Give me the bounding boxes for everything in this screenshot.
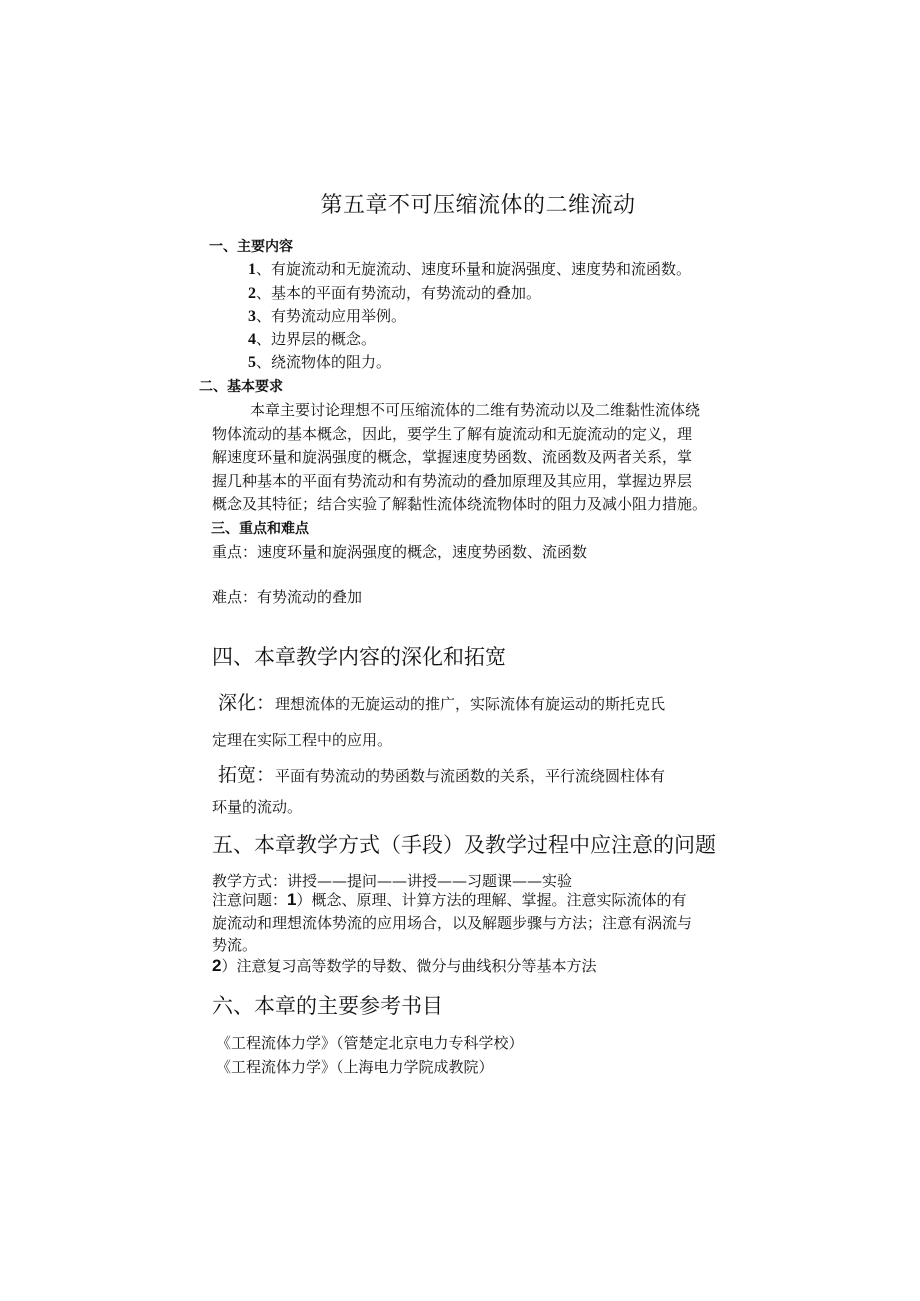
difficult-point-text: 难点：有势流动的叠加 — [212, 588, 363, 606]
section-heading-teaching-method: 五、本章教学方式（手段）及教学过程中应注意的问题 — [212, 833, 716, 857]
deepen-line — [218, 688, 665, 715]
section-heading-deepening: 四、本章教学内容的深化和拓宽 — [212, 645, 506, 669]
list-item — [248, 282, 541, 303]
item-text: 、绕流物体的阻力。 — [256, 353, 392, 371]
list-item — [248, 328, 376, 349]
deepen-label: 深化： — [218, 692, 276, 714]
section-heading-key-points: 三、重点和难点 — [211, 521, 309, 537]
list-item — [248, 351, 391, 372]
broaden-text-continued: 环量的流动。 — [212, 798, 303, 816]
item-number: 2 — [248, 285, 256, 302]
item-number: 5 — [248, 354, 256, 371]
broaden-line — [218, 760, 665, 787]
paragraph-line: 概念及其特征；结合实验了解黏性流体绕流物体时的阻力及减小阻力措施。 — [212, 495, 708, 513]
item-number: 4 — [248, 331, 256, 348]
section-heading-references: 六、本章的主要参考书目 — [212, 994, 443, 1018]
paragraph-line: 握几种基本的平面有势流动和有势流动的叠加原理及其应用，掌握边界层 — [212, 472, 693, 490]
note-line-2 — [212, 955, 596, 976]
teaching-method-text: 教学方式：讲授——提问——讲授——习题课——实验 — [212, 872, 573, 890]
list-item — [248, 305, 406, 326]
note-text-continued: 旋流动和理想流体势流的应用场合，以及解题步骤与方法；注意有涡流与 — [212, 914, 693, 932]
note-text-continued: 势流。 — [212, 936, 258, 954]
paragraph-line: 物体流动的基本概念，因此，要学生了解有旋流动和无旋流动的定义，理 — [212, 425, 693, 443]
deepen-text-continued: 定理在实际工程中的应用。 — [212, 731, 393, 749]
item-text: 、有旋流动和无旋流动、速度环量和旋涡强度、速度势和流函数。 — [256, 260, 692, 278]
deepen-text: 理想流体的无旋运动的推广，实际流体有旋运动的斯托克氏 — [275, 695, 666, 713]
broaden-text: 平面有势流动的势函数与流函数的关系，平行流绕圆柱体有 — [275, 767, 666, 785]
section-heading-basic-requirements: 二、基本要求 — [199, 379, 283, 395]
key-point-text: 重点：速度环量和旋涡强度的概念，速度势函数、流函数 — [212, 543, 588, 561]
note-number: 1 — [287, 890, 297, 909]
note-text: ）注意复习高等数学的导数、微分与曲线积分等基本方法 — [221, 957, 597, 975]
note-line — [212, 889, 687, 910]
paragraph-line: 解速度环量和旋涡强度的概念，掌握速度势函数、流函数及两者关系，掌 — [212, 448, 693, 466]
item-number: 3 — [248, 308, 256, 325]
reference-item: 《工程流体力学》（上海电力学院成教院） — [216, 1058, 494, 1076]
paragraph-line: 本章主要讨论理想不可压缩流体的二维有势流动以及二维黏性流体绕 — [250, 401, 701, 419]
broaden-label: 拓宽： — [218, 764, 276, 786]
note-number: 2 — [212, 956, 222, 975]
item-text: 、边界层的概念。 — [256, 330, 377, 348]
section-heading-main-content: 一、主要内容 — [209, 239, 293, 255]
list-item — [248, 258, 691, 279]
item-text: 、基本的平面有势流动，有势流动的叠加。 — [256, 284, 542, 302]
item-number: 1 — [248, 261, 256, 278]
page-title: 第五章不可压缩流体的二维流动 — [320, 193, 636, 218]
item-text: 、有势流动应用举例。 — [256, 307, 407, 325]
note-prefix: 注意问题： — [212, 891, 288, 909]
note-text: ）概念、原理、计算方法的理解、掌握。注意实际流体的有 — [296, 891, 687, 909]
reference-item: 《工程流体力学》（管楚定北京电力专科学校） — [216, 1034, 524, 1052]
